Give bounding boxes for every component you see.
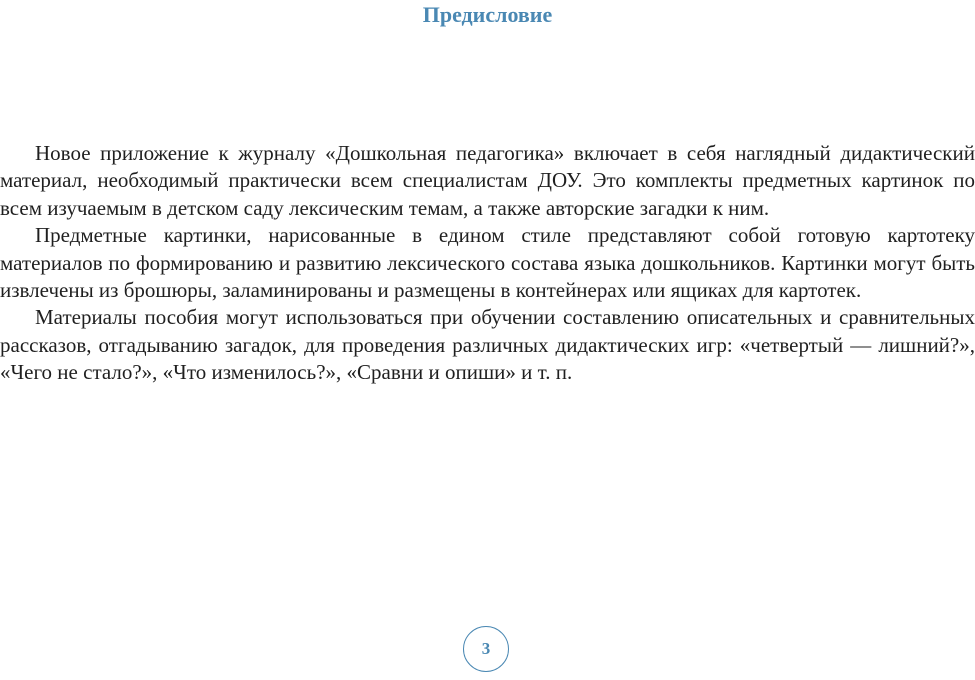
paragraph-3: Материалы пособия могут использоваться при обучении составлению описательных и сравнительных рассказов, отгадыванию загадок, для проведения различных дидактических игр: «четвертый — лишний?», «Чего не стало?», «Что изменилось?», «Сравни и опиши» и т. п.	[0, 305, 975, 385]
paragraph-1: Новое приложение к журналу «Дошкольная педагогика» включает в себя наглядный дидактический материал, необходимый практически всем специалистам ДОУ. Это комплекты предметных картинок по всем изучаемым в детском саду лексическим темам, а также авторские загадки к ним.	[0, 141, 975, 220]
page-number-badge	[463, 626, 509, 672]
body-text	[0, 140, 975, 387]
paragraph-2: Предметные картинки, нарисованные в едином стиле представляют собой готовую картотеку материалов по формированию и развитию лексического состава языка дошкольников. Картинки могут быть извлечены из брошюры, заламинированы и размещены в контейнерах или ящиках для картотек.	[0, 223, 975, 303]
page-title: Предисловие	[422, 2, 553, 27]
page-number: 3	[481, 639, 491, 658]
